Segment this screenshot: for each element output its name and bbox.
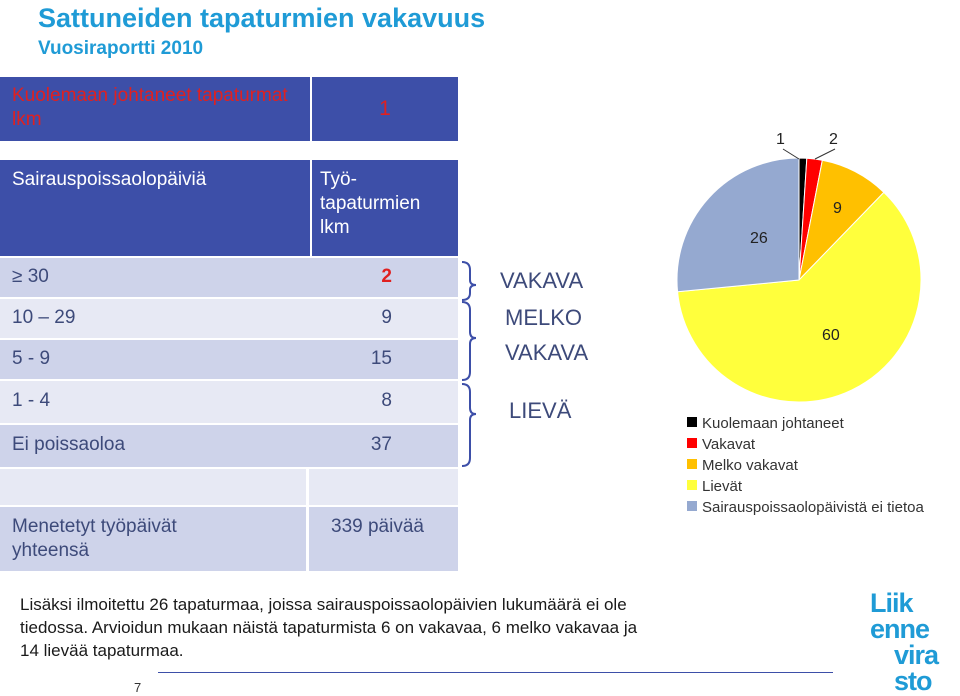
table-row (0, 340, 458, 379)
bracket-severe (462, 262, 476, 300)
footer-divider (158, 672, 833, 673)
table-row (0, 425, 458, 467)
legend-item (687, 456, 798, 476)
lost-days-label-line2: yhteensä (12, 540, 90, 561)
legend-label: Lievät (702, 478, 743, 495)
legend-item (687, 498, 924, 518)
lost-days-label-line1: Menetetyt työpäivät (12, 516, 177, 537)
footnote-line2: tiedossa. Arvioidun mukaan näistä tapaturmista 6 on vakavaa, 6 melko vakavaa ja (20, 618, 638, 637)
table-row (0, 299, 458, 338)
row-label: 5 - 9 (12, 348, 51, 369)
row-value: 37 (370, 434, 392, 455)
empty-cell-right (309, 469, 458, 505)
row-value: 2 (381, 266, 392, 287)
fatal-value: 1 (379, 97, 391, 120)
data-label-unknown: 26 (750, 230, 768, 247)
data-label-fairly-severe: 9 (833, 200, 842, 217)
legend-label: Melko vakavat (702, 457, 798, 474)
footnote-line1: Lisäksi ilmoitettu 26 tapaturmaa, joissa sairauspoissaolopäivien lukumäärä ei ole (20, 595, 627, 614)
logo-line1: Liik (870, 588, 913, 618)
count-header-line2: tapaturmien (320, 193, 421, 214)
severity-minor: LIEVÄ (509, 398, 572, 423)
legend-item (687, 477, 742, 497)
pie-slice-unknown (677, 158, 799, 292)
row-label: 1 - 4 (12, 390, 51, 411)
legend-item (687, 435, 755, 455)
bracket-fairly-severe (462, 302, 476, 380)
lost-days-value-cell (309, 507, 458, 571)
row-label: ≥ 30 (12, 266, 49, 287)
legend-item (687, 414, 844, 434)
footnote (20, 593, 820, 662)
page-number: 7 (134, 680, 142, 695)
data-label-severe: 2 (829, 131, 838, 148)
leader-line (783, 149, 799, 159)
fatal-value-cell (312, 77, 458, 141)
lost-days-value: 339 päivää (331, 516, 424, 537)
empty-cell-left (0, 469, 306, 505)
liikennevirasto-logo (868, 588, 960, 696)
row-value: 8 (381, 390, 392, 411)
page-title: Sattuneiden tapaturmien vakavuus (38, 3, 486, 33)
legend-swatch (687, 501, 697, 511)
fatal-label-cell (0, 77, 310, 141)
row-value: 9 (381, 307, 392, 328)
page-subtitle: Vuosiraportti 2010 (38, 38, 204, 59)
row-value: 15 (370, 348, 392, 369)
fatal-label: Kuolemaan johtaneet tapaturmat lkm (12, 85, 288, 130)
severity-severe: VAKAVA (500, 268, 584, 293)
table-row (0, 258, 458, 297)
row-label: 10 – 29 (12, 307, 76, 328)
leader-line (815, 149, 835, 159)
severity-fairly-severe-line1: MELKO (505, 305, 583, 330)
legend-label: Kuolemaan johtaneet (702, 415, 844, 432)
logo-line4: sto (894, 666, 932, 696)
legend-label: Sairauspoissaolopäivistä ei tietoa (702, 499, 924, 516)
table-row (0, 381, 458, 423)
count-header-line3: lkm (320, 217, 350, 238)
row-label: Ei poissaoloa (12, 434, 126, 455)
bracket-minor (462, 384, 476, 466)
count-header-cell (312, 160, 458, 256)
legend-swatch (687, 459, 697, 469)
legend-swatch (687, 480, 697, 490)
lost-days-label-cell (0, 507, 306, 571)
sick-days-header: Sairauspoissaolopäiviä (12, 169, 207, 190)
legend-label: Vakavat (702, 436, 756, 453)
sick-days-header-cell (0, 160, 310, 256)
severity-fairly-severe-line2: VAKAVA (505, 340, 589, 365)
data-label-fatal: 1 (776, 131, 785, 148)
logo-line3: vira (894, 640, 939, 670)
severity-pie-chart (665, 125, 945, 415)
logo-line2: enne (870, 614, 930, 644)
legend-swatch (687, 417, 697, 427)
count-header-line1: Työ- (320, 169, 357, 190)
legend-swatch (687, 438, 697, 448)
footnote-line3: 14 lievää tapaturmaa. (20, 641, 184, 660)
data-label-minor: 60 (822, 327, 840, 344)
